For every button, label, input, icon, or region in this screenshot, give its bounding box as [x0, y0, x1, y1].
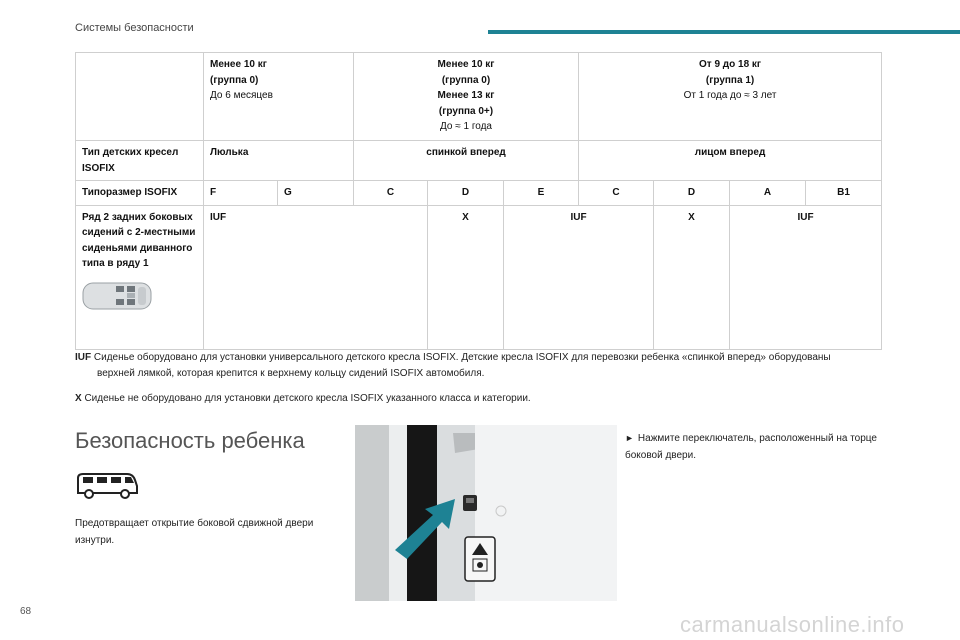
place-cell — [654, 205, 730, 349]
place-cell — [730, 205, 882, 349]
legend-iuf-text: Сиденье оборудовано для установки универсального детского кресла ISOFIX. Детские кресла ISOFIX для перевозки ребенка «спинкой вперед» оборудованы — [93, 352, 831, 363]
left-paragraph: Предотвращает открытие боковой сдвижной двери изнутри. — [75, 518, 314, 546]
table-row — [76, 205, 882, 349]
group1-label: (группа 1) — [705, 74, 755, 86]
legend-iuf — [75, 350, 905, 382]
size-cell: F — [204, 181, 278, 206]
size-cell: G — [278, 181, 354, 206]
type-forward-facing: лицом вперед — [579, 141, 882, 181]
place-value: IUF — [210, 211, 227, 223]
size-cell: B1 — [806, 181, 882, 206]
door-switch-photo — [355, 425, 617, 601]
legend-iuf-key: IUF — [75, 352, 92, 363]
legend-x-text: Сиденье не оборудовано для установки детского кресла ISOFIX указанного класса и категории. — [84, 393, 531, 404]
place-cell — [204, 205, 428, 349]
group0plus-age: До ≈ 1 года — [440, 121, 492, 132]
place-cell — [428, 205, 504, 349]
watermark: carmanualsonline.info — [680, 612, 905, 637]
right-paragraph — [625, 430, 905, 464]
legend-iuf-text-continued: верхней лямкой, которая крепится к верхнему кольцу сидений ISOFIX автомобиля. — [97, 368, 485, 379]
empty-corner-cell — [76, 53, 204, 141]
legend-x-key: X — [75, 393, 82, 404]
size-row-label: Типоразмер ISOFIX — [76, 181, 204, 206]
group1-header-cell — [579, 53, 882, 141]
place-value: X — [688, 211, 695, 223]
size-cell: E — [504, 181, 579, 206]
group0plus-weight-b: Менее 13 кг — [437, 90, 495, 101]
group0plus-header-cell — [354, 53, 579, 141]
van-icon — [75, 472, 139, 500]
place-cell — [504, 205, 654, 349]
group0-age: До 6 месяцев — [210, 90, 273, 101]
group1-age: От 1 года до ≈ 3 лет — [683, 90, 777, 101]
type-row-label: Тип детских кресел ISOFIX — [76, 141, 204, 181]
group0plus-label-b: (группа 0+) — [438, 105, 494, 117]
place-row-label: Ряд 2 задних боковых сидений с 2-местными сиденьями диванного типа в ряду 1 — [82, 211, 196, 269]
section-title: Безопасность ребенка — [75, 428, 305, 453]
place-value: IUF — [570, 211, 587, 223]
size-cell: C — [579, 181, 654, 206]
van-seat-diagram-icon — [82, 280, 152, 312]
isofix-table — [75, 52, 882, 350]
group0-weight: Менее 10 кг — [210, 59, 267, 70]
section-header: Системы безопасности — [75, 22, 194, 34]
group0-label: (группа 0) — [210, 74, 259, 86]
type-rear-facing: спинкой вперед — [354, 141, 579, 181]
page-number: 68 — [20, 606, 32, 617]
group1-weight: От 9 до 18 кг — [698, 59, 762, 70]
size-cell: D — [428, 181, 504, 206]
header-accent-bar — [488, 30, 960, 34]
bullet-arrow-icon: ► — [625, 433, 634, 443]
table-row — [76, 141, 882, 181]
size-cell: D — [654, 181, 730, 206]
right-paragraph-text: Нажмите переключатель, расположенный на торце боковой двери. — [625, 433, 877, 461]
legend-x — [75, 391, 531, 407]
size-cell: C — [354, 181, 428, 206]
place-row-label-cell — [76, 205, 204, 349]
group0-header-cell — [204, 53, 354, 141]
size-cell: A — [730, 181, 806, 206]
table-row — [76, 181, 882, 206]
place-value: X — [462, 211, 469, 223]
group0plus-label-a: (группа 0) — [441, 74, 491, 86]
type-carrycot: Люлька — [204, 141, 354, 181]
group0plus-weight-a: Менее 10 кг — [437, 59, 495, 70]
place-value: IUF — [797, 211, 814, 223]
table-header-row — [76, 53, 882, 141]
